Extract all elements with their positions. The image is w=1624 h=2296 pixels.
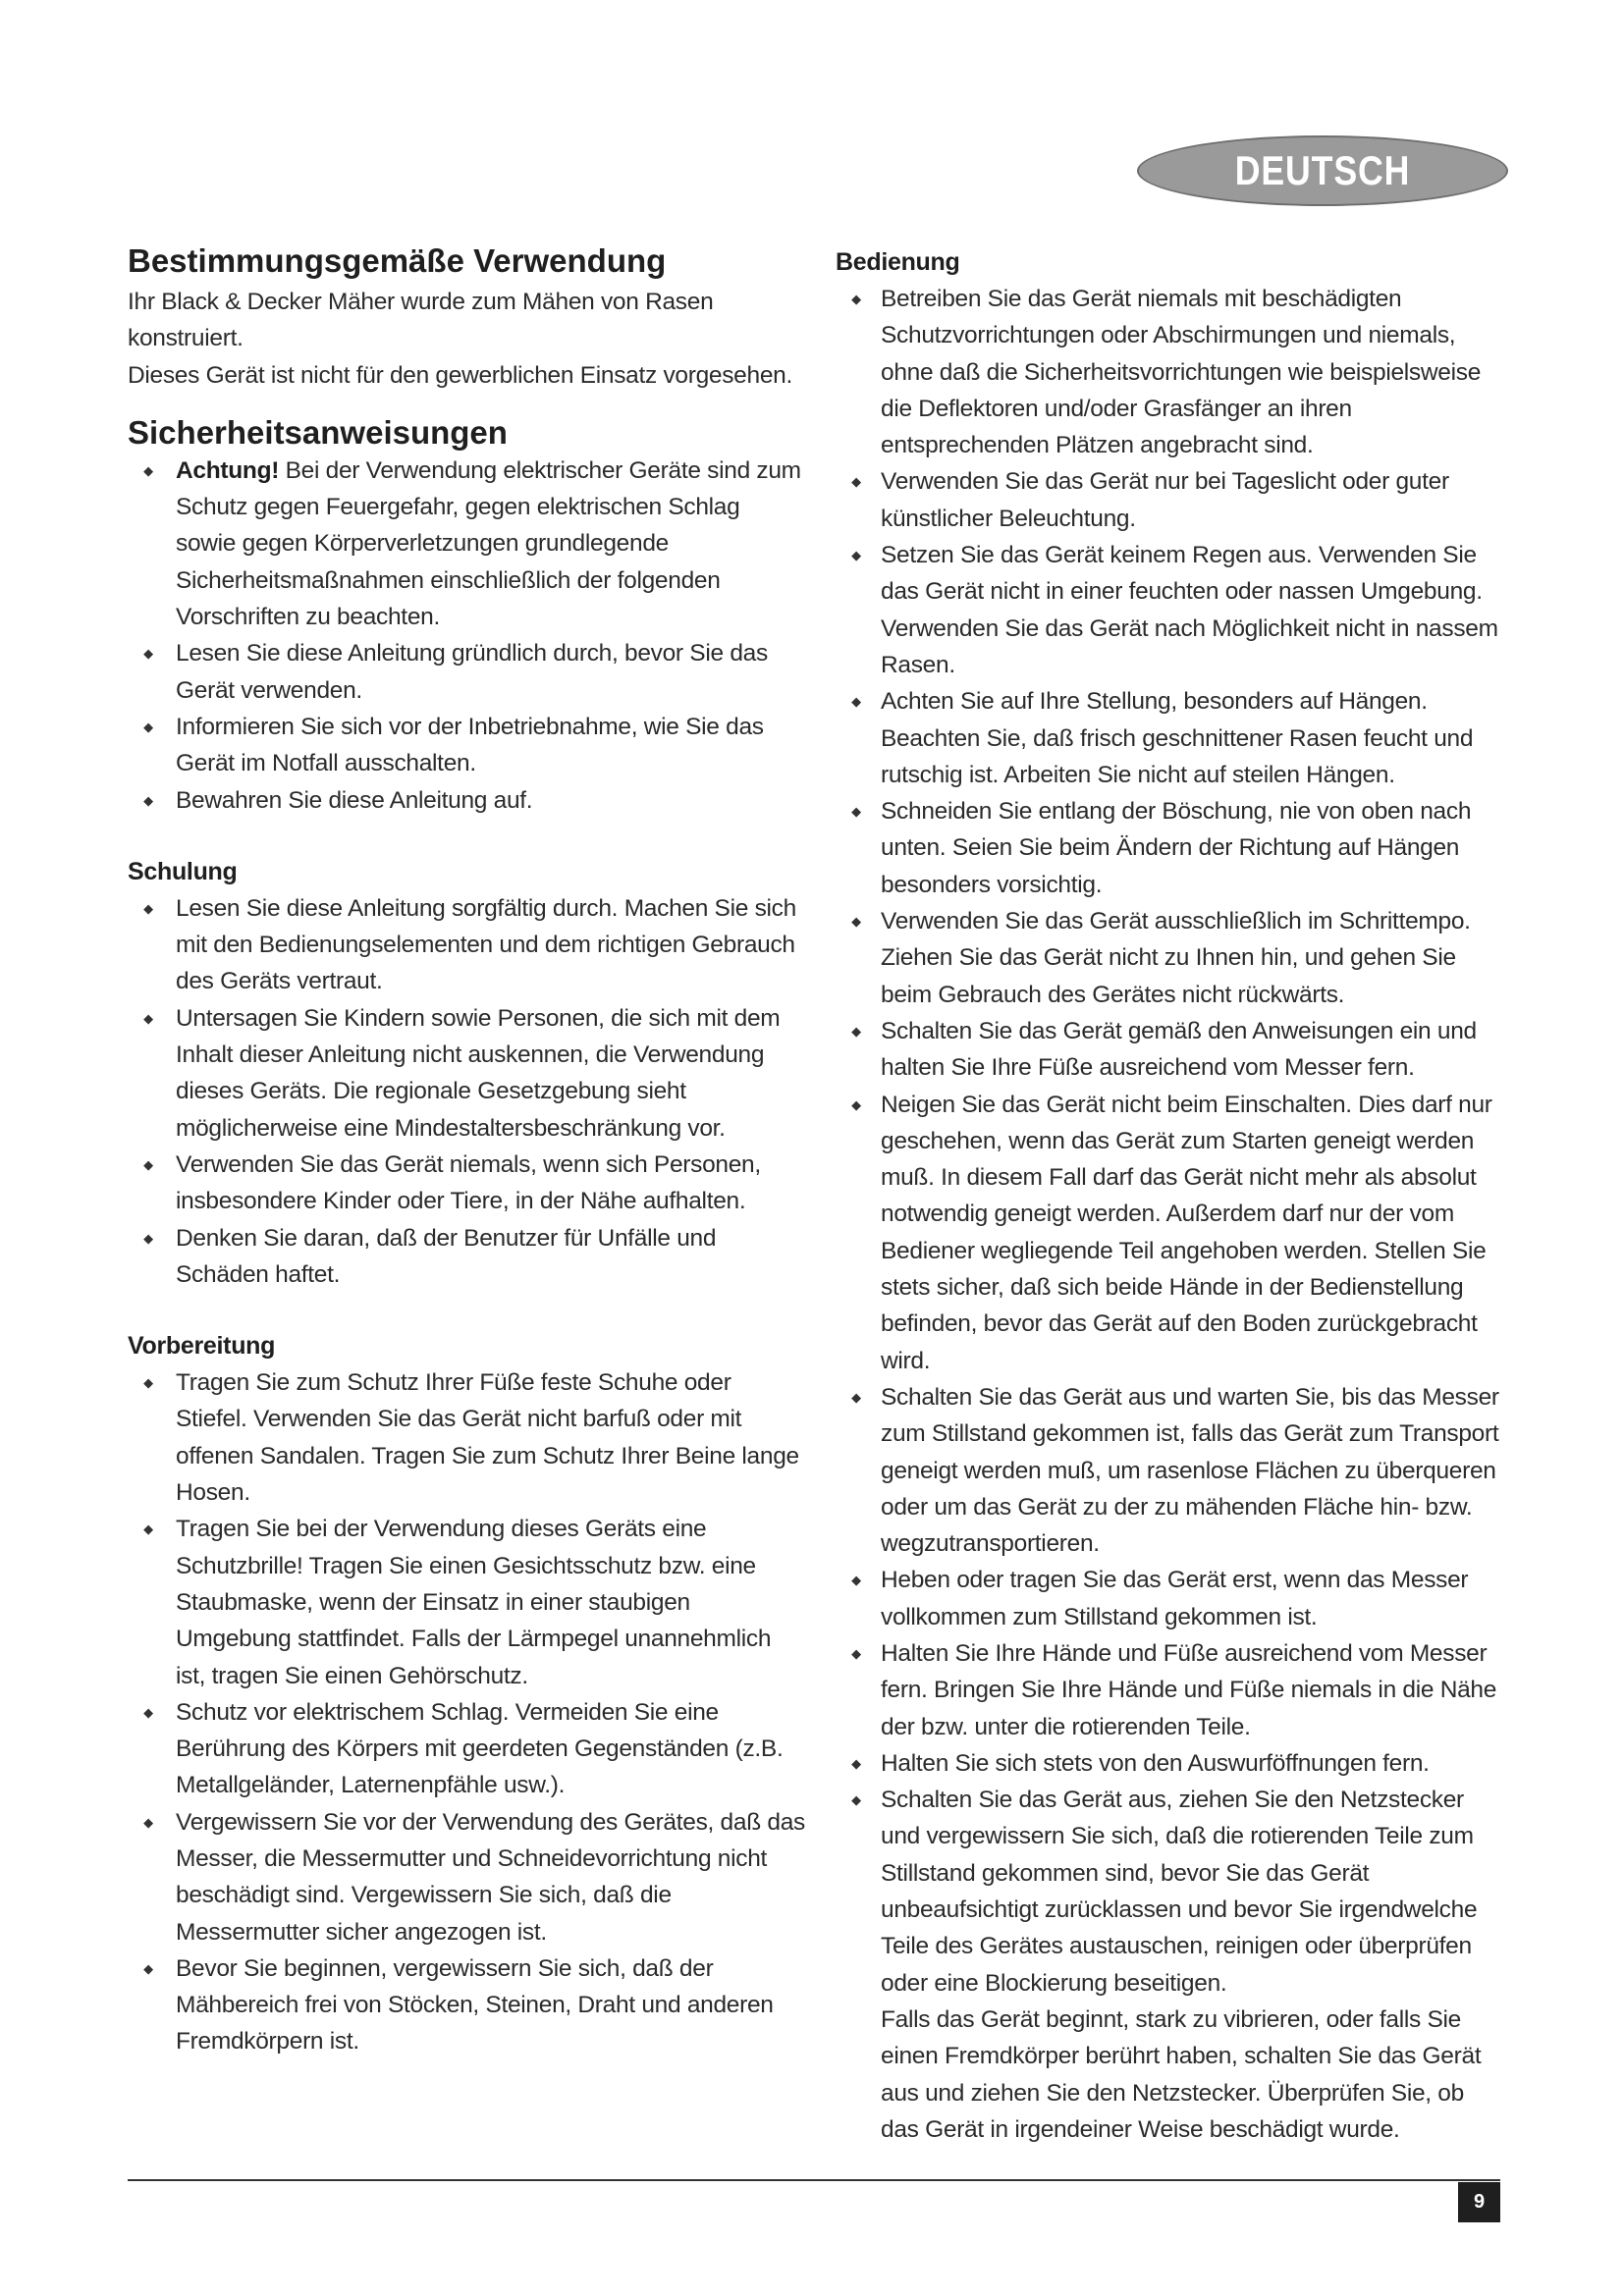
- list-item-text: Betreiben Sie das Gerät niemals mit beschädigten Schutzvorrichtungen oder Abschirmungen und niemals, ohne daß die Sicherheitsvorrichtungen wie beispielsweise die Deflektoren und/oder Grasfänger an ihren entsprechenden Plätzen angebracht sind.: [881, 286, 1482, 459]
- bullet-icon: ◆: [851, 694, 861, 710]
- list-item-text: Halten Sie sich stets von den Auswurföffnungen fern.: [881, 1749, 1430, 1777]
- bullet-icon: ◆: [143, 646, 153, 662]
- list-item-text: Heben oder tragen Sie das Gerät erst, wenn das Messer vollkommen zum Stillstand gekommen ist.: [881, 1567, 1469, 1630]
- list-item-text: Setzen Sie das Gerät keinem Regen aus. Verwenden Sie das Gerät nicht in einer feuchten oder nassen Umgebung. Verwenden Sie das Gerät nach Möglichkeit nicht in nassem Rasen.: [881, 542, 1498, 678]
- list-item: [128, 1220, 805, 1294]
- safety-list: [128, 453, 805, 819]
- list-item: [128, 1511, 805, 1693]
- list-item-text: Verwenden Sie das Gerät nur bei Tageslicht oder guter künstlicher Beleuchtung.: [881, 468, 1449, 532]
- list-item: [128, 709, 805, 782]
- bullet-icon: ◆: [143, 1814, 153, 1830]
- list-item: [128, 782, 805, 819]
- list-item: [128, 1950, 805, 2060]
- intended-use-line: konstruiert.: [128, 325, 244, 352]
- bullet-icon: ◆: [143, 719, 153, 734]
- list-item-text: Verwenden Sie das Gerät niemals, wenn sich Personen, insbesondere Kinder oder Tiere, in der Nähe aufhalten.: [176, 1150, 761, 1215]
- bullet-icon: ◆: [851, 1573, 861, 1588]
- list-item-text: Informieren Sie sich vor der Inbetriebnahme, wie Sie das Gerät im Notfall ausschalten.: [176, 713, 764, 777]
- bullet-icon: ◆: [143, 1156, 153, 1172]
- bullet-icon: ◆: [851, 1645, 861, 1661]
- operation-list: [836, 281, 1503, 2148]
- preparation-heading: Vorbereitung: [128, 1332, 276, 1361]
- list-item: [836, 1635, 1503, 1745]
- bullet-icon: ◆: [851, 1755, 861, 1771]
- training-list: [128, 890, 805, 1293]
- list-item: [836, 1782, 1503, 2148]
- list-item: [836, 793, 1503, 903]
- list-item-text: Neigen Sie das Gerät nicht beim Einschalten. Dies darf nur geschehen, wenn das Gerät zum Starten geneigt werden muß. In diesem Fall darf das Gerät nicht mehr als absolut notwendig geneigt werden. Außerdem darf nur der vom Bediener wegliegende Teil angehoben werden. Stellen Sie stets sicher, daß sich beide Hände in der Bedienstellung befinden, bevor das Gerät auf den Boden zurückgebracht wird.: [881, 1091, 1492, 1374]
- bullet-icon: ◆: [851, 1096, 861, 1112]
- list-item-text: Denken Sie daran, daß der Benutzer für Unfälle und Schäden haftet.: [176, 1224, 717, 1288]
- bullet-icon: ◆: [143, 1230, 153, 1246]
- intended-use-heading: Bestimmungsgemäße Verwendung: [128, 242, 667, 279]
- list-item-text: Tragen Sie zum Schutz Ihrer Füße feste Schuhe oder Stiefel. Verwenden Sie das Gerät nicht barfuß oder mit offenen Sandalen. Tragen Sie zum Schutz Ihrer Beine lange Hosen.: [176, 1369, 799, 1507]
- list-item: [128, 1147, 805, 1220]
- list-item-text: Vergewissern Sie vor der Verwendung des Gerätes, daß das Messer, die Messermutter und Schneidevorrichtung nicht beschädigt sind. Vergewissern Sie sich, daß die Messermutter sicher angezogen ist.: [176, 1808, 805, 1946]
- list-item: [128, 1364, 805, 1511]
- bullet-icon: ◆: [851, 1792, 861, 1808]
- list-item-text: Schalten Sie das Gerät aus, ziehen Sie den Netzstecker und vergewissern Sie sich, daß die rotierenden Teile zum Stillstand gekommen sind, bevor Sie das Gerät unbeaufsichtigt zurücklassen und bevor Sie irgendwelche Teile des Gerätes austauschen, reinigen oder überprüfen oder eine Blockierung beseitigen.: [881, 1787, 1478, 1997]
- bullet-icon: ◆: [143, 462, 153, 478]
- list-item: [128, 1804, 805, 1950]
- list-item-extra-paragraph: Falls das Gerät beginnt, stark zu vibrieren, oder falls Sie einen Fremdkörper berührt haben, schalten Sie das Gerät aus und ziehen Sie den Netzstecker. Überprüfen Sie, ob das Gerät in irgendeiner Weise beschädigt wurde.: [881, 2005, 1482, 2143]
- list-item: [128, 1000, 805, 1147]
- list-item: [836, 1745, 1503, 1782]
- language-tab: [1137, 135, 1508, 206]
- bullet-icon: ◆: [851, 1023, 861, 1039]
- safety-heading: Sicherheitsanweisungen: [128, 413, 508, 451]
- list-item-text: Lesen Sie diese Anleitung sorgfältig durch. Machen Sie sich mit den Bedienungselementen und dem richtigen Gebrauch des Geräts vertraut.: [176, 894, 796, 995]
- list-item: [128, 1694, 805, 1804]
- bullet-icon: ◆: [851, 548, 861, 563]
- list-item-text: Lesen Sie diese Anleitung gründlich durch, bevor Sie das Gerät verwenden.: [176, 640, 768, 704]
- list-item: [836, 463, 1503, 537]
- bullet-icon: ◆: [851, 474, 861, 490]
- intended-use-line: Ihr Black & Decker Mäher wurde zum Mähen von Rasen: [128, 289, 714, 315]
- intended-use-body: [128, 284, 805, 394]
- list-item-text: Schalten Sie das Gerät gemäß den Anweisungen ein und halten Sie Ihre Füße ausreichend vom Messer fern.: [881, 1017, 1477, 1082]
- list-item-text: Achten Sie auf Ihre Stellung, besonders auf Hängen. Beachten Sie, daß frisch geschnittener Rasen feucht und rutschig ist. Arbeiten Sie nicht auf steilen Hängen.: [881, 688, 1474, 788]
- list-item-text: Schutz vor elektrischem Schlag. Vermeiden Sie eine Berührung des Körpers mit geerdeten Gegenständen (z.B. Metallgeländer, Laternenpfähle usw.).: [176, 1698, 784, 1799]
- list-item-text: Schalten Sie das Gerät aus und warten Sie, bis das Messer zum Stillstand gekommen ist, falls das Gerät zum Transport geneigt werden muß, um rasenlose Flächen zu überqueren oder um das Gerät zu der zu mähenden Fläche hin- bzw. wegzutransportieren.: [881, 1383, 1499, 1558]
- bullet-icon: ◆: [143, 1522, 153, 1537]
- list-item: [128, 635, 805, 709]
- right-column: [836, 239, 1503, 2148]
- list-item-text: Bewahren Sie diese Anleitung auf.: [176, 786, 533, 814]
- bullet-icon: ◆: [143, 1704, 153, 1720]
- list-item: [836, 537, 1503, 683]
- list-item: [128, 890, 805, 1000]
- page-number: 9: [1458, 2182, 1500, 2222]
- warning-lead: Achtung!: [176, 456, 280, 484]
- list-item: [128, 453, 805, 635]
- list-item: [836, 1013, 1503, 1087]
- operation-heading: Bedienung: [836, 248, 960, 276]
- intended-use-line: Dieses Gerät ist nicht für den gewerblichen Einsatz vorgesehen.: [128, 361, 792, 389]
- list-item-text: Halten Sie Ihre Hände und Füße ausreichend vom Messer fern. Bringen Sie Ihre Hände und Füße niemals in die Nähe der bzw. unter die rotierenden Teile.: [881, 1639, 1497, 1740]
- list-item: [836, 1562, 1503, 1635]
- list-item-text: Untersagen Sie Kindern sowie Personen, die sich mit dem Inhalt dieser Anleitung nicht auskennen, die Verwendung dieses Geräts. Die regionale Gesetzgebung sieht möglicherweise eine Mindestaltersbeschränkung vor.: [176, 1004, 781, 1142]
- bullet-icon: ◆: [851, 1389, 861, 1405]
- left-column: [128, 239, 805, 2060]
- list-item: [836, 281, 1503, 463]
- bullet-icon: ◆: [851, 914, 861, 930]
- bullet-icon: ◆: [143, 1010, 153, 1026]
- list-item: [836, 903, 1503, 1013]
- bullet-icon: ◆: [851, 292, 861, 306]
- list-item: [836, 1379, 1503, 1562]
- bullet-icon: ◆: [143, 1375, 153, 1391]
- training-heading: Schulung: [128, 857, 238, 885]
- footer-rule: [128, 2179, 1500, 2181]
- bullet-icon: ◆: [143, 1960, 153, 1976]
- bullet-icon: ◆: [143, 900, 153, 916]
- list-item-text: Schneiden Sie entlang der Böschung, nie von oben nach unten. Seien Sie beim Ändern der Richtung auf Hängen besonders vorsichtig.: [881, 798, 1472, 898]
- language-tab-label: DEUTSCH: [1234, 147, 1411, 193]
- bullet-icon: ◆: [851, 804, 861, 820]
- list-item-text: Verwenden Sie das Gerät ausschließlich im Schrittempo. Ziehen Sie das Gerät nicht zu Ihnen hin, und gehen Sie beim Gebrauch des Gerätes nicht rückwärts.: [881, 908, 1471, 1008]
- list-item-text: Tragen Sie bei der Verwendung dieses Geräts eine Schutzbrille! Tragen Sie einen Gesichtsschutz bzw. eine Staubmaske, wenn der Einsatz in einer staubigen Umgebung stattfindet. Falls der Lärmpegel unannehmlich ist, tragen Sie einen Gehörschutz.: [176, 1516, 772, 1689]
- list-item-text: Bei der Verwendung elektrischer Geräte sind zum Schutz gegen Feuergefahr, gegen elektrischen Schlag sowie gegen Körperverletzungen grundlegende Sicherheitsmaßnahmen einschließlich der folgenden Vorschriften zu beachten.: [176, 456, 801, 631]
- list-item: [836, 683, 1503, 793]
- list-item-text: Bevor Sie beginnen, vergewissern Sie sich, daß der Mähbereich frei von Stöcken, Steinen, Draht und anderen Fremdkörpern ist.: [176, 1954, 774, 2056]
- preparation-list: [128, 1364, 805, 2060]
- list-item: [836, 1087, 1503, 1379]
- bullet-icon: ◆: [143, 792, 153, 808]
